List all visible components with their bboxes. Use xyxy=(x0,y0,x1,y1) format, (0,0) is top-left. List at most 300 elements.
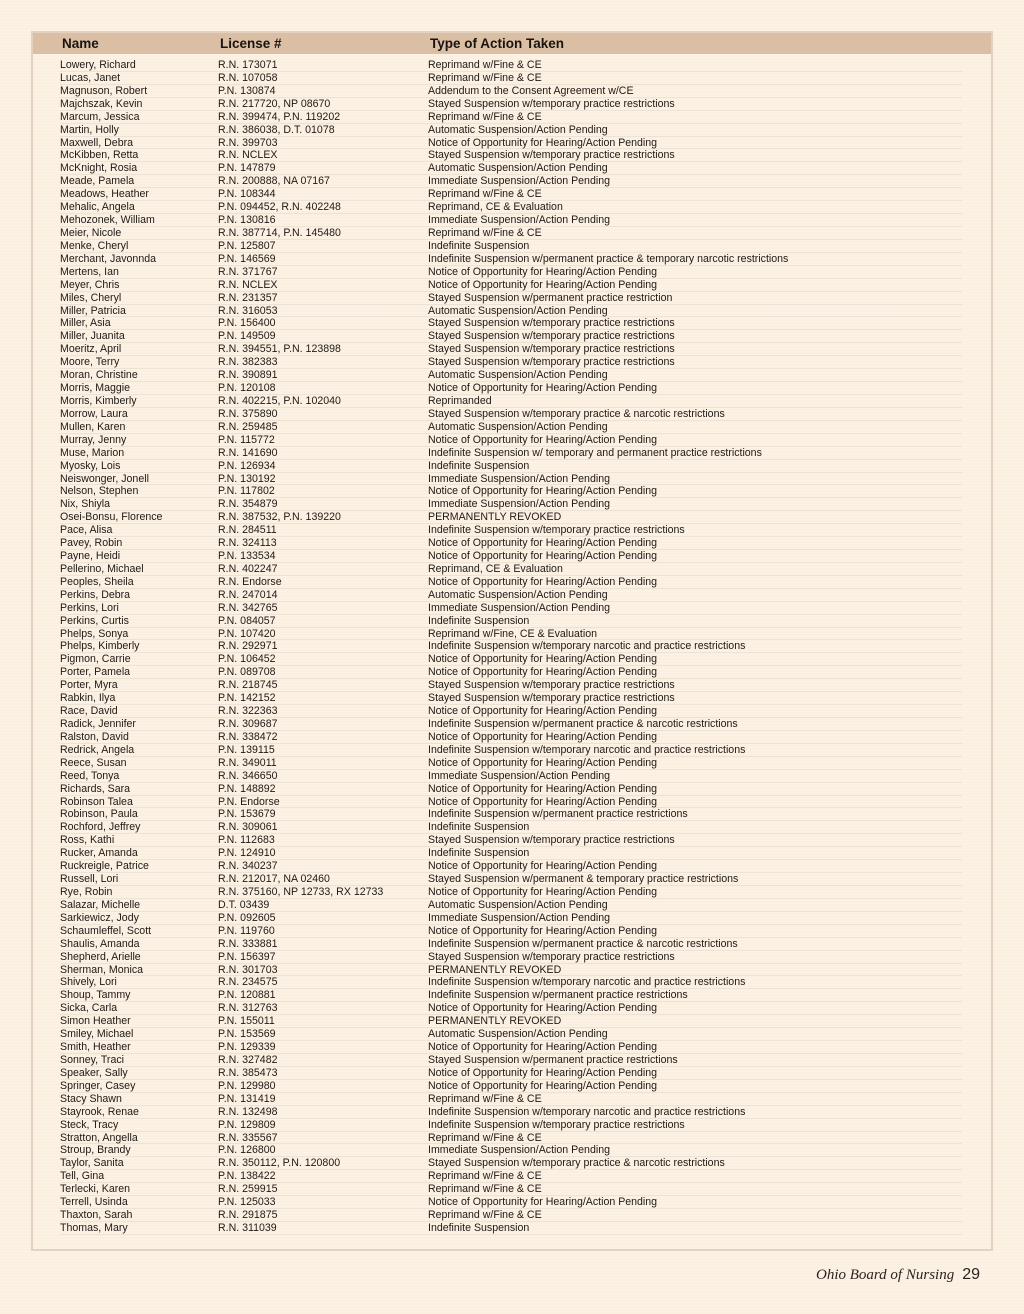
table-row xyxy=(60,770,962,783)
cell-license: P.N. 120108 xyxy=(218,382,276,395)
table-row xyxy=(60,951,962,964)
cell-action: Addendum to the Consent Agreement w/CE xyxy=(428,84,634,97)
table-row xyxy=(60,589,962,602)
cell-name: Lowery, Richard xyxy=(60,59,136,71)
cell-action: Indefinite Suspension xyxy=(428,459,530,472)
table-row xyxy=(60,85,962,98)
cell-license: R.N. 316053 xyxy=(218,304,278,317)
cell-license: R.N. 402215, P.N. 102040 xyxy=(218,394,341,407)
cell-action: Reprimand w/Fine & CE xyxy=(428,110,542,123)
cell-license: P.N. 147879 xyxy=(218,162,276,175)
cell-name: Stacy Shawn xyxy=(60,1092,122,1105)
cell-name: Ross, Kathi xyxy=(60,834,115,847)
cell-license: P.N. 133534 xyxy=(218,550,276,563)
table-row xyxy=(60,395,962,408)
cell-action: Notice of Opportunity for Hearing/Action Pending xyxy=(428,756,658,769)
cell-license: R.N. NCLEX xyxy=(218,149,278,162)
cell-action: Notice of Opportunity for Hearing/Action Pending xyxy=(428,795,658,808)
table-row xyxy=(60,615,962,628)
cell-action: Indefinite Suspension w/temporary practice restrictions xyxy=(428,1118,685,1131)
table-body xyxy=(33,59,991,1235)
table-row xyxy=(60,938,962,951)
cell-license: R.N. 350112, P.N. 120800 xyxy=(218,1157,341,1170)
cell-license: R.N. 217720, NP 08670 xyxy=(218,97,331,110)
table-row xyxy=(60,550,962,563)
cell-action: Indefinite Suspension w/permanent practice & narcotic restrictions xyxy=(428,937,738,950)
header-license: License # xyxy=(220,36,282,51)
cell-action: Notice of Opportunity for Hearing/Action Pending xyxy=(428,782,658,795)
cell-action: Stayed Suspension w/permanent practice restrictions xyxy=(428,1053,678,1066)
cell-license: R.N. 309687 xyxy=(218,718,278,731)
cell-license: R.N. 387714, P.N. 145480 xyxy=(218,226,341,239)
cell-action: Indefinite Suspension xyxy=(428,821,530,834)
cell-name: Lucas, Janet xyxy=(60,71,121,84)
cell-action: Notice of Opportunity for Hearing/Action Pending xyxy=(428,666,658,679)
cell-action: Reprimand w/Fine & CE xyxy=(428,1170,542,1183)
header-name: Name xyxy=(62,36,99,51)
table-row xyxy=(60,744,962,757)
cell-license: P.N. 153569 xyxy=(218,1028,276,1041)
table-row xyxy=(60,305,962,318)
cell-name: Peoples, Sheila xyxy=(60,575,134,588)
table-row xyxy=(60,1054,962,1067)
cell-license: P.N. 131419 xyxy=(218,1092,276,1105)
cell-name: Neiswonger, Jonell xyxy=(60,472,149,485)
cell-name: Pigmon, Carrie xyxy=(60,653,131,666)
cell-name: Merchant, Javonnda xyxy=(60,252,156,265)
table-row xyxy=(60,124,962,137)
header-action: Type of Action Taken xyxy=(430,36,565,51)
cell-license: P.N. 130192 xyxy=(218,472,276,485)
cell-action: Indefinite Suspension w/permanent practice & narcotic restrictions xyxy=(428,718,738,731)
table-row xyxy=(60,847,962,860)
table-row xyxy=(60,447,962,460)
table-row xyxy=(60,382,962,395)
cell-action: Indefinite Suspension w/permanent practice & temporary narcotic restrictions xyxy=(428,252,789,265)
table-row xyxy=(60,886,962,899)
table-row xyxy=(60,1119,962,1132)
cell-license: R.N. 385473 xyxy=(218,1066,278,1079)
cell-action: Indefinite Suspension xyxy=(428,614,530,627)
cell-name: Stroup, Brandy xyxy=(60,1144,131,1157)
cell-license: R.N. 327482 xyxy=(218,1053,278,1066)
cell-license: P.N. 106452 xyxy=(218,653,276,666)
cell-name: Majchszak, Kevin xyxy=(60,97,143,110)
cell-action: Notice of Opportunity for Hearing/Action Pending xyxy=(428,485,658,498)
cell-license: P.N. 094452, R.N. 402248 xyxy=(218,201,341,214)
cell-name: Martin, Holly xyxy=(60,123,119,136)
cell-action: Reprimand w/Fine & CE xyxy=(428,226,542,239)
cell-license: P.N. 129339 xyxy=(218,1041,276,1054)
cell-action: Notice of Opportunity for Hearing/Action Pending xyxy=(428,382,658,395)
table-row xyxy=(60,537,962,550)
cell-license: R.N. 349011 xyxy=(218,756,277,769)
cell-name: Shively, Lori xyxy=(60,976,117,989)
cell-license: P.N. 108344 xyxy=(218,188,276,201)
table-row xyxy=(60,188,962,201)
table-row xyxy=(60,408,962,421)
cell-action: Reprimand w/Fine & CE xyxy=(428,1183,542,1196)
cell-name: Reece, Susan xyxy=(60,756,127,769)
cell-action: Notice of Opportunity for Hearing/Action Pending xyxy=(428,1002,658,1015)
table-row xyxy=(60,498,962,511)
cell-action: Reprimand w/Fine & CE xyxy=(428,59,542,71)
cell-license: P.N. 155011 xyxy=(218,1015,275,1028)
cell-license: R.N. 132498 xyxy=(218,1105,278,1118)
cell-action: Notice of Opportunity for Hearing/Action Pending xyxy=(428,575,658,588)
cell-name: Meade, Pamela xyxy=(60,175,135,188)
cell-license: R.N. 399703 xyxy=(218,136,278,149)
cell-action: Reprimand w/Fine & CE xyxy=(428,188,542,201)
cell-action: Immediate Suspension/Action Pending xyxy=(428,472,610,485)
table-row xyxy=(60,1209,962,1222)
cell-action: Immediate Suspension/Action Pending xyxy=(428,175,610,188)
cell-name: Smith, Heather xyxy=(60,1041,131,1054)
cell-action: PERMANENTLY REVOKED xyxy=(428,511,562,524)
cell-action: Stayed Suspension w/temporary practice & narcotic restrictions xyxy=(428,1157,725,1170)
cell-name: Simon Heather xyxy=(60,1015,131,1028)
cell-license: R.N. 324113 xyxy=(218,537,277,550)
table-row xyxy=(60,1196,962,1209)
cell-license: P.N. 156400 xyxy=(218,317,276,330)
cell-name: Richards, Sara xyxy=(60,782,131,795)
table-row xyxy=(60,834,962,847)
cell-license: R.N. 390891 xyxy=(218,369,278,382)
cell-action: Immediate Suspension/Action Pending xyxy=(428,1144,610,1157)
cell-name: Reed, Tonya xyxy=(60,769,120,782)
table-row xyxy=(60,576,962,589)
cell-name: Ralston, David xyxy=(60,730,129,743)
cell-action: Stayed Suspension w/temporary practice restrictions xyxy=(428,343,675,356)
table-row xyxy=(60,705,962,718)
table-row xyxy=(60,460,962,473)
cell-name: Morrow, Laura xyxy=(60,407,128,420)
cell-license: R.N. 342765 xyxy=(218,601,278,614)
cell-action: Automatic Suspension/Action Pending xyxy=(428,420,608,433)
cell-license: R.N. NCLEX xyxy=(218,278,278,291)
cell-name: Perkins, Curtis xyxy=(60,614,129,627)
cell-action: Notice of Opportunity for Hearing/Action Pending xyxy=(428,265,658,278)
cell-action: Stayed Suspension w/temporary practice restrictions xyxy=(428,679,675,692)
cell-name: Magnuson, Robert xyxy=(60,84,148,97)
table-row xyxy=(60,240,962,253)
table-row xyxy=(60,317,962,330)
cell-action: Stayed Suspension w/temporary practice restrictions xyxy=(428,97,675,110)
cell-name: Menke, Cheryl xyxy=(60,239,129,252)
cell-license: P.N. 149509 xyxy=(218,330,276,343)
cell-action: Reprimand w/Fine & CE xyxy=(428,1209,542,1222)
cell-action: Immediate Suspension/Action Pending xyxy=(428,214,610,227)
cell-license: P.N. 107420 xyxy=(218,627,276,640)
page-number: 29 xyxy=(962,1266,980,1283)
table-row xyxy=(60,1183,962,1196)
cell-action: Indefinite Suspension xyxy=(428,239,530,252)
cell-action: Immediate Suspension/Action Pending xyxy=(428,769,610,782)
cell-action: Reprimand w/Fine & CE xyxy=(428,71,542,84)
cell-name: Salazar, Michelle xyxy=(60,898,141,911)
table-row xyxy=(60,912,962,925)
cell-license: R.N. 322363 xyxy=(218,705,278,718)
cell-action: Stayed Suspension w/temporary practice restrictions xyxy=(428,950,675,963)
cell-name: Rochford, Jeffrey xyxy=(60,821,141,834)
cell-license: P.N. 129980 xyxy=(218,1079,276,1092)
cell-name: Mullen, Karen xyxy=(60,420,126,433)
cell-license: R.N. 354879 xyxy=(218,498,278,511)
cell-name: Shepherd, Arielle xyxy=(60,950,141,963)
cell-license: P.N. 120881 xyxy=(218,989,276,1002)
table-row xyxy=(60,1157,962,1170)
table-row xyxy=(60,899,962,912)
cell-name: Mertens, Ian xyxy=(60,265,119,278)
table-row xyxy=(60,162,962,175)
table-row xyxy=(60,266,962,279)
cell-name: Pace, Alisa xyxy=(60,524,113,537)
cell-name: Redrick, Angela xyxy=(60,743,135,756)
table-row xyxy=(60,718,962,731)
table-row xyxy=(60,1080,962,1093)
table-row xyxy=(60,330,962,343)
cell-name: Stratton, Angella xyxy=(60,1131,138,1144)
cell-license: R.N. 218745 xyxy=(218,679,278,692)
cell-license: R.N. 394551, P.N. 123898 xyxy=(218,343,341,356)
cell-name: Pavey, Robin xyxy=(60,537,123,550)
table-row xyxy=(60,201,962,214)
cell-name: Speaker, Sally xyxy=(60,1066,128,1079)
cell-license: R.N. 375160, NP 12733, RX 12733 xyxy=(218,886,384,898)
table-row xyxy=(60,602,962,615)
table-row xyxy=(60,473,962,486)
cell-license: P.N. 112683 xyxy=(218,834,275,847)
cell-name: Porter, Pamela xyxy=(60,666,131,679)
cell-name: Nelson, Stephen xyxy=(60,485,139,498)
table-row xyxy=(60,1041,962,1054)
cell-name: Smiley, Michael xyxy=(60,1028,134,1041)
cell-name: Sherman, Monica xyxy=(60,963,144,976)
cell-name: Terlecki, Karen xyxy=(60,1183,131,1196)
table-row xyxy=(60,1067,962,1080)
cell-action: Automatic Suspension/Action Pending xyxy=(428,588,608,601)
table-row xyxy=(60,137,962,150)
cell-action: Stayed Suspension w/temporary practice restrictions xyxy=(428,317,675,330)
cell-license: P.N. 126934 xyxy=(218,459,276,472)
cell-name: Porter, Myra xyxy=(60,679,118,692)
cell-action: Immediate Suspension/Action Pending xyxy=(428,601,610,614)
cell-name: Morris, Kimberly xyxy=(60,394,137,407)
cell-action: Indefinite Suspension w/permanent practice restrictions xyxy=(428,989,688,1002)
cell-action: Immediate Suspension/Action Pending xyxy=(428,498,610,511)
table-row xyxy=(60,292,962,305)
table-row xyxy=(60,808,962,821)
table-row xyxy=(60,343,962,356)
table-row xyxy=(60,434,962,447)
cell-name: Moeritz, April xyxy=(60,343,122,356)
cell-license: P.N. 129809 xyxy=(218,1118,276,1131)
cell-name: Terrell, Usinda xyxy=(60,1196,128,1209)
cell-name: Murray, Jenny xyxy=(60,433,127,446)
cell-license: R.N. 399474, P.N. 119202 xyxy=(218,110,341,123)
cell-action: Indefinite Suspension xyxy=(428,847,530,860)
cell-license: R.N. 309061 xyxy=(218,821,278,834)
cell-name: Rucker, Amanda xyxy=(60,847,138,860)
cell-name: Maxwell, Debra xyxy=(60,136,134,149)
cell-name: Pellerino, Michael xyxy=(60,562,144,575)
cell-name: Meier, Nicole xyxy=(60,226,122,239)
table-row xyxy=(60,369,962,382)
cell-name: Sicka, Carla xyxy=(60,1002,118,1015)
table-row xyxy=(60,253,962,266)
cell-action: Stayed Suspension w/temporary practice restrictions xyxy=(428,356,675,369)
table-row xyxy=(60,1028,962,1041)
cell-action: Notice of Opportunity for Hearing/Action Pending xyxy=(428,278,658,291)
cell-name: Nix, Shiyla xyxy=(60,498,111,511)
cell-action: Stayed Suspension w/permanent practice restriction xyxy=(428,291,673,304)
cell-action: Automatic Suspension/Action Pending xyxy=(428,369,608,382)
cell-license: R.N. 382383 xyxy=(218,356,278,369)
table-row xyxy=(60,175,962,188)
cell-license: R.N. 200888, NA 07167 xyxy=(218,175,330,188)
table-row xyxy=(60,227,962,240)
table-row xyxy=(60,783,962,796)
cell-license: R.N. 259915 xyxy=(218,1183,278,1196)
cell-action: Reprimand, CE & Evaluation xyxy=(428,201,563,214)
table-row xyxy=(60,976,962,989)
cell-license: R.N. 301703 xyxy=(218,963,278,976)
cell-action: Indefinite Suspension w/ temporary and permanent practice restrictions xyxy=(428,446,762,459)
table-row xyxy=(60,653,962,666)
cell-license: R.N. 107058 xyxy=(218,71,278,84)
table-row xyxy=(60,1093,962,1106)
cell-license: P.N. 139115 xyxy=(218,743,275,756)
cell-license: P.N. 089708 xyxy=(218,666,276,679)
table-row xyxy=(60,1002,962,1015)
table-row xyxy=(60,873,962,886)
cell-action: Stayed Suspension w/temporary practice restrictions xyxy=(428,692,675,705)
cell-action: Notice of Opportunity for Hearing/Action Pending xyxy=(428,860,658,873)
cell-action: Notice of Opportunity for Hearing/Action Pending xyxy=(428,537,658,550)
cell-action: Indefinite Suspension w/temporary narcotic and practice restrictions xyxy=(428,640,746,653)
cell-action: PERMANENTLY REVOKED xyxy=(428,1015,562,1028)
table-row xyxy=(60,1170,962,1183)
cell-name: Shoup, Tammy xyxy=(60,989,131,1002)
cell-name: Ruckreigle, Patrice xyxy=(60,860,149,873)
cell-license: R.N. 311039 xyxy=(218,1221,277,1234)
cell-action: Notice of Opportunity for Hearing/Action Pending xyxy=(428,705,658,718)
cell-action: Notice of Opportunity for Hearing/Action Pending xyxy=(428,924,658,937)
table-row xyxy=(60,796,962,809)
cell-name: Perkins, Debra xyxy=(60,588,131,601)
cell-license: P.N. 125807 xyxy=(218,239,276,252)
cell-name: Moore, Terry xyxy=(60,356,120,369)
cell-action: Reprimand w/Fine & CE xyxy=(428,1131,542,1144)
table-row xyxy=(60,524,962,537)
cell-name: Radick, Jennifer xyxy=(60,718,136,731)
table-row xyxy=(60,72,962,85)
cell-name: Thaxton, Sarah xyxy=(60,1209,133,1222)
cell-name: Sarkiewicz, Jody xyxy=(60,911,139,924)
cell-name: Rabkin, Ilya xyxy=(60,692,116,705)
cell-action: Indefinite Suspension w/permanent practice restrictions xyxy=(428,808,688,821)
cell-license: R.N. 335567 xyxy=(218,1131,278,1144)
cell-license: R.N. 387532, P.N. 139220 xyxy=(218,511,341,524)
cell-name: Robinson, Paula xyxy=(60,808,138,821)
disciplinary-actions-table xyxy=(31,31,993,1251)
table-row xyxy=(60,59,962,72)
table-row xyxy=(60,1144,962,1157)
cell-action: Automatic Suspension/Action Pending xyxy=(428,1028,608,1041)
table-row xyxy=(60,964,962,977)
cell-action: Stayed Suspension w/permanent & temporary practice restrictions xyxy=(428,873,739,886)
cell-name: Muse, Marion xyxy=(60,446,125,459)
cell-action: Notice of Opportunity for Hearing/Action Pending xyxy=(428,886,658,898)
cell-license: R.N. 371767 xyxy=(218,265,278,278)
cell-license: P.N. 148892 xyxy=(218,782,276,795)
cell-license: R.N. 291875 xyxy=(218,1209,278,1222)
cell-name: Shaulis, Amanda xyxy=(60,937,140,950)
cell-name: Russell, Lori xyxy=(60,873,119,886)
cell-license: P.N. 156397 xyxy=(218,950,276,963)
cell-license: P.N. 119760 xyxy=(218,924,275,937)
cell-action: PERMANENTLY REVOKED xyxy=(428,963,562,976)
cell-license: P.N. 130816 xyxy=(218,214,276,227)
cell-license: P.N. 115772 xyxy=(218,433,275,446)
cell-name: Miles, Cheryl xyxy=(60,291,122,304)
table-row xyxy=(60,640,962,653)
cell-license: R.N. 247014 xyxy=(218,588,278,601)
cell-name: Steck, Tracy xyxy=(60,1118,119,1131)
publication-name: Ohio Board of Nursing xyxy=(815,1267,955,1283)
cell-license: R.N. 402247 xyxy=(218,562,278,575)
cell-name: Mehalic, Angela xyxy=(60,201,135,214)
cell-name: Payne, Heidi xyxy=(60,550,121,563)
cell-action: Stayed Suspension w/temporary practice & narcotic restrictions xyxy=(428,407,725,420)
cell-action: Notice of Opportunity for Hearing/Action Pending xyxy=(428,1196,658,1209)
cell-name: McKnight, Rosia xyxy=(60,162,138,175)
cell-license: R.N. 212017, NA 02460 xyxy=(218,873,330,886)
cell-action: Notice of Opportunity for Hearing/Action Pending xyxy=(428,550,658,563)
cell-license: P.N. 117802 xyxy=(218,485,275,498)
cell-license: R.N. 386038, D.T. 01078 xyxy=(218,123,335,136)
table-row xyxy=(60,1106,962,1119)
cell-license: P.N. 126800 xyxy=(218,1144,276,1157)
cell-action: Indefinite Suspension w/temporary narcotic and practice restrictions xyxy=(428,1105,746,1118)
cell-action: Notice of Opportunity for Hearing/Action Pending xyxy=(428,1066,658,1079)
table-row xyxy=(60,860,962,873)
cell-name: Marcum, Jessica xyxy=(60,110,140,123)
cell-name: Thomas, Mary xyxy=(60,1221,128,1234)
cell-name: Race, David xyxy=(60,705,118,718)
table-row xyxy=(60,666,962,679)
cell-license: P.N. 146569 xyxy=(218,252,276,265)
table-row xyxy=(60,98,962,111)
table-row xyxy=(60,1015,962,1028)
table-row xyxy=(60,563,962,576)
cell-name: Phelps, Kimberly xyxy=(60,640,140,653)
table-row xyxy=(60,111,962,124)
cell-name: Morris, Maggie xyxy=(60,382,131,395)
cell-action: Notice of Opportunity for Hearing/Action Pending xyxy=(428,1041,658,1054)
cell-license: P.N. 130874 xyxy=(218,84,276,97)
cell-action: Reprimand w/Fine, CE & Evaluation xyxy=(428,627,597,640)
table-row xyxy=(60,989,962,1002)
cell-license: R.N. 340237 xyxy=(218,860,278,873)
cell-name: Moran, Christine xyxy=(60,369,138,382)
cell-action: Immediate Suspension/Action Pending xyxy=(428,911,610,924)
cell-license: P.N. 125033 xyxy=(218,1196,276,1209)
cell-action: Indefinite Suspension w/temporary practice restrictions xyxy=(428,524,685,537)
table-header xyxy=(33,33,991,54)
cell-license: P.N. 138422 xyxy=(218,1170,276,1183)
cell-action: Notice of Opportunity for Hearing/Action Pending xyxy=(428,433,658,446)
